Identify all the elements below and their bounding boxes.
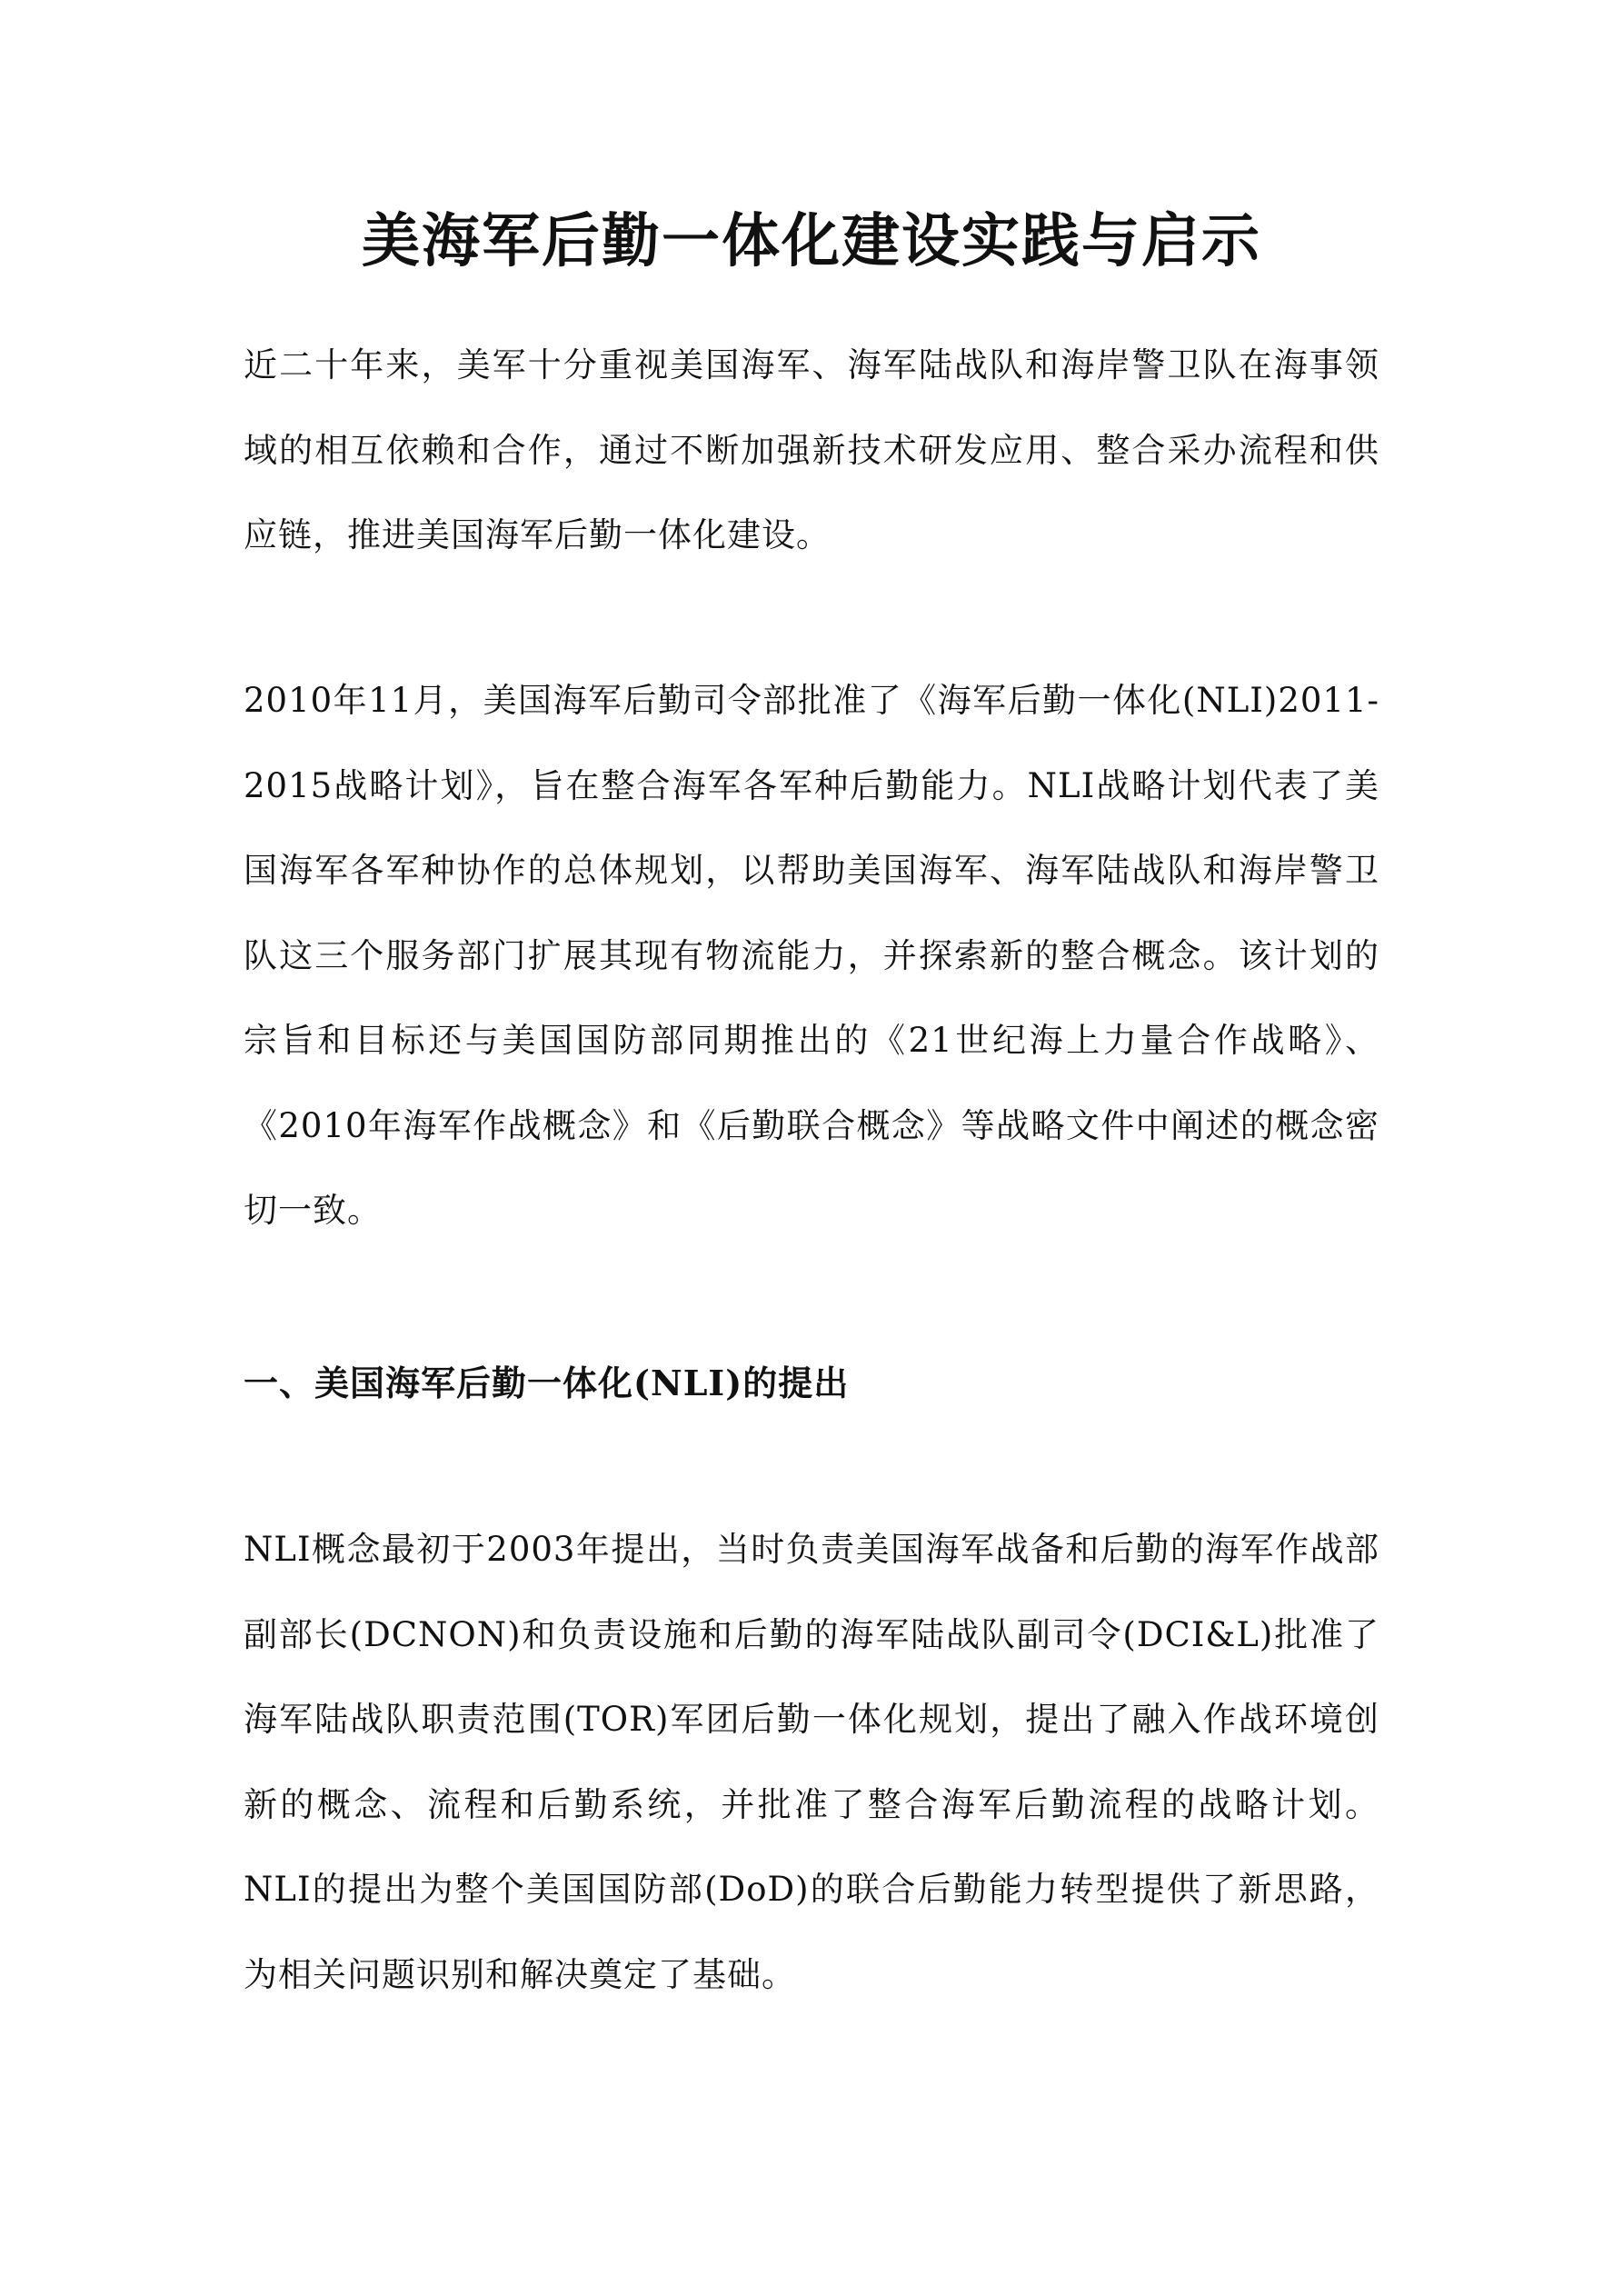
intro-block (244, 323, 1379, 578)
strategy-block (244, 658, 1379, 1253)
section-heading-block (244, 1342, 1379, 1425)
paragraph-nli-origin: NLI概念最初于2003年提出，当时负责美国海军战备和后勤的海军作战部副部长(DCNON)和负责设施和后勤的海军陆战队副司令(DCI&L)批准了海军陆战队职责范围(TOR)军团后勤一体化规划，提出了融入作战环境创新的概念、流程和后勤系统，并批准了整合海军后勤流程的战略计划。NLI的提出为整个美国国防部(DoD)的联合后勤能力转型提供了新思路，为相关问题识别和解决奠定了基础。 (244, 1530, 1379, 1994)
section-heading: 一、美国海军后勤一体化(NLI)的提出 (244, 1363, 850, 1403)
paragraph-strategy-plan: 2010年11月，美国海军后勤司令部批准了《海军后勤一体化(NLI)2011-2015战略计划》，旨在整合海军各军种后勤能力。NLI战略计划代表了美国海军各军种协作的总体规划，以帮助美国海军、海军陆战队和海岸警卫队这三个服务部门扩展其现有物流能力，并探索新的整合概念。该计划的宗旨和目标还与美国国防部同期推出的《21世纪海上力量合作战略》、《2010年海军作战概念》和《后勤联合概念》等战略文件中阐述的概念密切一致。 (244, 681, 1379, 1230)
section-block (244, 1507, 1379, 2017)
paragraph-intro: 近二十年来，美军十分重视美国海军、海军陆战队和海岸警卫队在海事领域的相互依赖和合作，通过不断加强新技术研发应用、整合采办流程和供应链，推进美国海军后勤一体化建设。 (244, 345, 1379, 554)
document-title: 美海军后勤一体化建设实践与启示 (362, 207, 1261, 275)
